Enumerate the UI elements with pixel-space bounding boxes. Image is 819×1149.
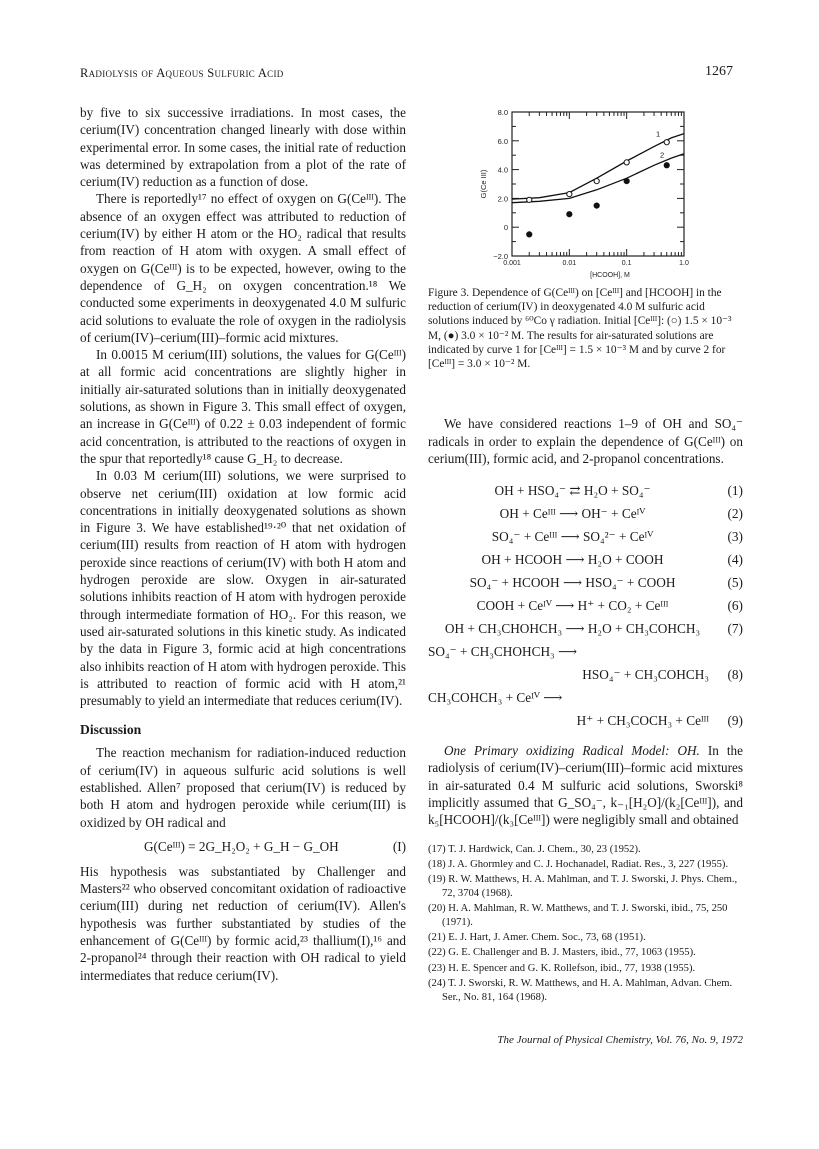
x-tick-label: 0.1 bbox=[621, 260, 632, 267]
y-tick-label: 2.0 bbox=[497, 194, 508, 204]
reaction-number: (6) bbox=[727, 598, 743, 614]
reference-item: (19) R. W. Matthews, H. A. Mahlman, and T. J. Sworski, J. Phys. Chem., 72, 3704 (1968). bbox=[428, 874, 738, 899]
curve-2 bbox=[512, 154, 684, 203]
figure-caption: Figure 3. Dependence of G(Ceᴵᴵᴵ) on [Ceᴵᴵᴵ] and [HCOOH] in the reduction of cerium(IV) in deoxygenated 4.0 M sulfuric acid solutions induced by ⁶⁰Co γ radiation. Initial [Ceᴵᴵᴵ]: (○) 1.5 × 10⁻³ M, (●) 3.0 × 10⁻² M. The results for air-saturated solutions are indicated by curve 1 for [Ceᴵᴵᴵ] = 1.5 × 10⁻³ M and by curve 2 for [Ceᴵᴵᴵ] = 3.0 × 10⁻² M. bbox=[428, 287, 732, 371]
reaction-text: H⁺ + CH₃COCH₃ + Ceᴵᴵᴵ bbox=[576, 713, 709, 729]
reaction-number: (8) bbox=[727, 667, 743, 683]
data-point-open bbox=[594, 179, 599, 184]
y-tick-label: 8.0 bbox=[497, 108, 508, 117]
paragraph: There is reportedly¹⁷ no effect of oxygen on G(Ceᴵᴵᴵ). The absence of an oxygen effect was attributed to reduction of cerium(IV) by either H atom or the HO₂ radical that results from reaction of H atom with oxygen. A small effect of oxygen on G(Ceᴵᴵᴵ) is to be expected, however, owing to the dependence of G_H₂ on oxygen concentration.¹⁸ We conducted some experiments in deoxygenated 4.0 M sulfuric acid solutions to evaluate the role of oxygen in the radiolysis of cerium(IV)–cerium(III)–formic acid mixtures. bbox=[80, 191, 406, 345]
header-title: Radiolysis of Aqueous Sulfuric Acid bbox=[80, 66, 284, 80]
paragraph-text: In the radiolysis of cerium(IV)–cerium(III)–formic acid mixtures in air-saturated 0.4 M sulfuric acid solutions, Sworski⁸ implicitly assumed that G_SO₄⁻, k₋₁[H₂O]/(k₂[Ceᴵᴵᴵ]), and k₅[HCOOH]/(k₃[Ceᴵᴵᴵ]) were negligibly small and obtained bbox=[428, 743, 743, 828]
paragraph: The reaction mechanism for radiation-induced reduction of cerium(IV) in aqueous sulfuric acid solutions is well established. Allen⁷ proposed that cerium(IV) is reduced by both H atom and hydrogen peroxide while cerium(III) is oxidized by OH radical and bbox=[80, 745, 406, 830]
reference-item: (18) J. A. Ghormley and C. J. Hochanadel, Radiat. Res., 3, 227 (1955). bbox=[428, 859, 729, 870]
reaction-row bbox=[428, 571, 743, 594]
reaction-text: OH + HCOOH ⟶ H₂O + COOH bbox=[481, 552, 664, 568]
reaction-text: OH + Ceᴵᴵᴵ ⟶ OH⁻ + Ceᴵⱽ bbox=[499, 506, 646, 522]
reaction-number: (2) bbox=[727, 506, 743, 522]
page-number: 1267 bbox=[705, 64, 733, 79]
reaction-number: (5) bbox=[727, 575, 743, 591]
reaction-row bbox=[428, 479, 743, 502]
y-tick-label: 0 bbox=[503, 223, 508, 233]
reaction-text: SO₄⁻ + Ceᴵᴵᴵ ⟶ SO₄²⁻ + Ceᴵⱽ bbox=[491, 529, 654, 545]
y-tick-label: 6.0 bbox=[497, 136, 508, 146]
data-point-open bbox=[567, 191, 572, 196]
reference-item: (20) H. A. Mahlman, R. W. Matthews, and T. J. Sworski, ibid., 75, 250 (1971). bbox=[428, 903, 728, 928]
curve-label: 2 bbox=[660, 150, 665, 160]
equation-number: (I) bbox=[392, 838, 406, 854]
reference-item: (21) E. J. Hart, J. Amer. Chem. Soc., 73, 68 (1951). bbox=[428, 932, 646, 944]
reaction-list bbox=[428, 479, 743, 732]
y-tick-label: 4.0 bbox=[497, 165, 508, 175]
reference-item: (24) T. J. Sworski, R. W. Matthews, and H. A. Mahlman, Advan. Chem. Ser., No. 81, 164 (1968). bbox=[428, 978, 733, 1003]
paragraph bbox=[428, 742, 743, 828]
reaction-row bbox=[428, 548, 743, 571]
reaction-row bbox=[428, 709, 743, 732]
reaction-text: COOH + Ceᴵⱽ ⟶ H⁺ + CO₂ + Ceᴵᴵᴵ bbox=[476, 598, 669, 614]
equation-I bbox=[80, 839, 406, 855]
figure-3 bbox=[428, 104, 743, 282]
reaction-row bbox=[428, 594, 743, 617]
paragraph: In 0.03 M cerium(III) solutions, we were surprised to observe net cerium(III) oxidation at low formic acid concentrations in initially deoxygenated solutions as shown in Figure 3. We have established¹⁹·²⁰ that net oxidation of cerium(III) results from reaction of H atom with hydrogen peroxide since reactions of cerium(IV) with both H atom and hydrogen peroxide are slow. Oxygen in air-saturated solutions inhibits reaction of H atom with hydrogen peroxide through intermediate formation of HO₂. For this reason, we used air-saturated solutions in this kinetic study. As indicated by the data in Figure 3, formic acid at high concentrations also inhibits reaction of H atom with hydrogen peroxide. This is attributed to reaction of formic acid with H atom,²¹ presumably to yield an intermediate that reduces cerium(IV). bbox=[80, 468, 406, 709]
right-column bbox=[428, 104, 743, 1006]
data-point-filled bbox=[567, 212, 572, 217]
section-heading: Discussion bbox=[80, 722, 142, 738]
data-point-open bbox=[664, 140, 669, 145]
reaction-number: (3) bbox=[727, 529, 743, 545]
reaction-text: HSO₄⁻ + CH₃COHCH₃ bbox=[582, 667, 709, 683]
references bbox=[428, 843, 743, 1004]
left-column bbox=[80, 104, 406, 984]
reaction-number: (4) bbox=[727, 552, 743, 568]
y-tick-label: −2.0 bbox=[493, 252, 508, 261]
x-tick-label: 0.001 bbox=[503, 260, 521, 267]
reaction-text: SO₄⁻ + HCOOH ⟶ HSO₄⁻ + COOH bbox=[469, 575, 676, 591]
paragraph: In 0.0015 M cerium(III) solutions, the values for G(Ceᴵᴵᴵ) at all formic acid concentrations are slightly higher in initially air-saturated solutions than in initially deoxygenated solutions, as shown in Figure 3. This small effect of oxygen, an increase in G(Ceᴵᴵᴵ) of 0.22 ± 0.03 independent of formic acid concentration, is attributed to the reactions of oxygen in the spur that reportedly¹⁸ cause G_H₂ to decrease. bbox=[80, 347, 406, 466]
reaction-number: (7) bbox=[727, 621, 743, 637]
reaction-text: CH₃COHCH₃ + Ceᴵⱽ ⟶ bbox=[428, 690, 563, 706]
journal-footer: The Journal of Physical Chemistry, Vol. 76, No. 9, 1972 bbox=[497, 1034, 743, 1046]
reference-item: (22) G. E. Challenger and B. J. Masters, ibid., 77, 1063 (1955). bbox=[428, 947, 696, 959]
reaction-row bbox=[428, 617, 743, 640]
reaction-row bbox=[428, 525, 743, 548]
paragraph: by five to six successive irradiations. In most cases, the cerium(IV) concentration changed linearly with dose within experimental error. In some cases, the initial rate of reduction was determined by extrapolation from a plot of the rate of cerium(IV) reduction as a function of dose. bbox=[80, 105, 406, 190]
data-point-filled bbox=[664, 163, 669, 168]
reaction-row bbox=[428, 640, 743, 663]
reaction-text: OH + HSO₄⁻ ⇄ H₂O + SO₄⁻ bbox=[494, 483, 651, 499]
reaction-row bbox=[428, 502, 743, 525]
data-point-open bbox=[624, 160, 629, 165]
y-axis-label: G(Ce III) bbox=[479, 169, 488, 199]
reaction-row bbox=[428, 686, 743, 709]
paragraph: His hypothesis was substantiated by Challenger and Masters²² who observed concomitant oxidation of radioactive cerium(III) during net reduction of cerium(IV). Allen's hypothesis was further substantiated by studies of the enhancement of G(Ceᴵᴵᴵ) by formic acid,²³ thallium(I),¹⁶ and 2-propanol²⁴ through their reaction with OH radical to yield intermediates that reduce cerium(IV). bbox=[80, 863, 406, 983]
data-point-open bbox=[527, 197, 532, 202]
data-point-filled bbox=[624, 179, 629, 184]
reference-item: (17) T. J. Hardwick, Can. J. Chem., 30, 23 (1952). bbox=[428, 843, 641, 855]
reference-item: (23) H. E. Spencer and G. K. Rollefson, ibid., 77, 1938 (1955). bbox=[428, 962, 696, 974]
equation-text: G(Ceᴵᴵᴵ) = 2G_H₂O₂ + G_H − G_OH bbox=[144, 838, 339, 854]
x-tick-label: 1.0 bbox=[679, 260, 689, 267]
data-point-filled bbox=[594, 203, 599, 208]
data-point-filled bbox=[527, 232, 532, 237]
reaction-number: (1) bbox=[727, 483, 743, 499]
figure-3-chart bbox=[428, 104, 743, 282]
paragraph: We have considered reactions 1–9 of OH and SO₄⁻ radicals in order to explain the dependence of G(Ceᴵᴵᴵ) on cerium(III), formic acid, and 2-propanol concentrations. bbox=[428, 416, 743, 466]
x-tick-label: 0.01 bbox=[562, 260, 577, 267]
reaction-text: SO₄⁻ + CH₃CHOHCH₃ ⟶ bbox=[428, 644, 578, 660]
reaction-text: OH + CH₃CHOHCH₃ ⟶ H₂O + CH₃COHCH₃ bbox=[444, 621, 701, 637]
x-axis-label: [HCOOH], M bbox=[590, 272, 630, 279]
curve-label: 1 bbox=[656, 129, 661, 139]
subsection-heading: One Primary oxidizing Radical Model: OH. bbox=[444, 743, 700, 759]
reaction-row bbox=[428, 663, 743, 686]
reaction-number: (9) bbox=[727, 713, 743, 729]
